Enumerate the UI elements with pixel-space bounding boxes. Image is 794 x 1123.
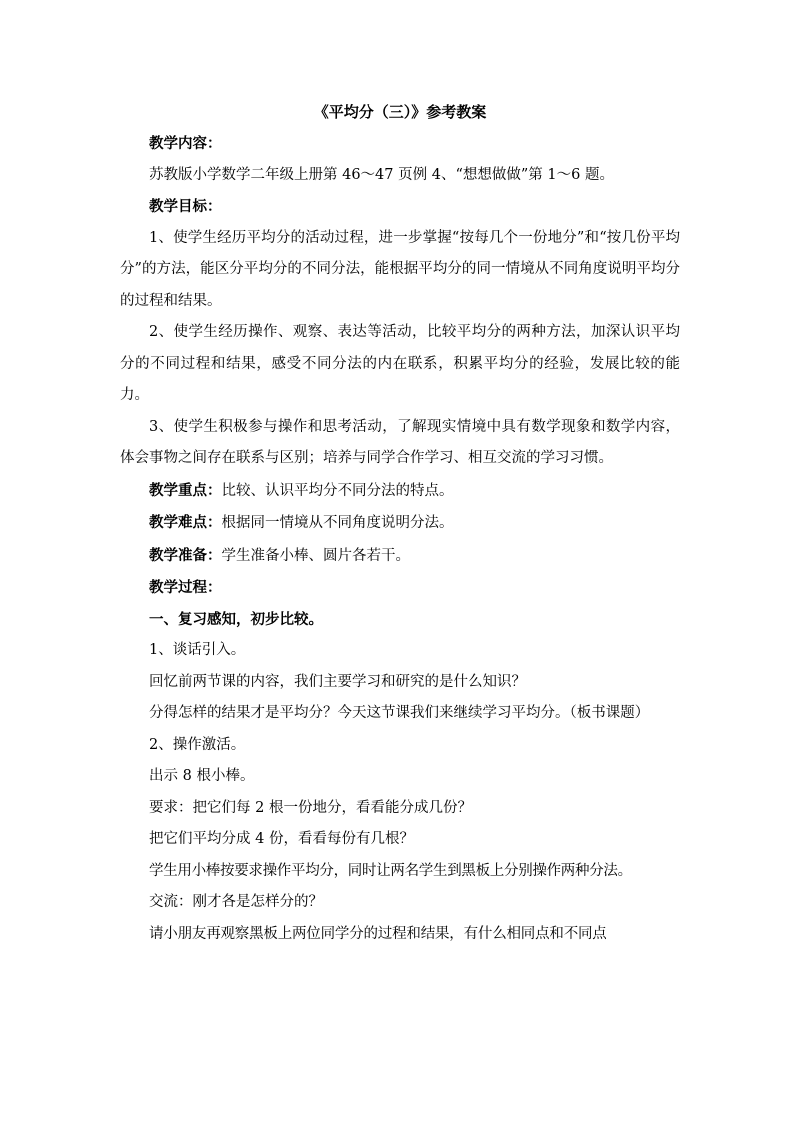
difficulty-label: 教学难点： xyxy=(149,514,222,531)
preparation-text: 学生准备小棒、圆片各若干。 xyxy=(221,547,410,564)
key-point-label: 教学重点： xyxy=(149,481,222,499)
content-heading: 教学内容： xyxy=(149,135,222,152)
preparation-label: 教学准备： xyxy=(149,546,222,564)
line-split-four: 把它们平均分成 4 份，看看每份有几根？ xyxy=(149,831,414,847)
line-students: 学生用小棒按要求操作平均分，同时让两名学生到黑板上分别操作两种分法。 xyxy=(149,862,632,879)
goal-2: 2、使学生经历操作、观察、表达等活动，比较平均分的两种方法，加深认识平均分的不同过程和结果，感受不同分法的内在联系，积累平均分的经验，发展比较的能力。 xyxy=(120,324,680,403)
section-1-heading: 一、复习感知，初步比较。 xyxy=(149,610,323,628)
line-recall: 回忆前两节课的内容，我们主要学习和研究的是什么知识？ xyxy=(149,673,526,690)
line-result: 分得怎样的结果才是平均分？今天这节课我们来继续学习平均分。（板书课题） xyxy=(149,705,650,721)
step-2: 2、操作激活。 xyxy=(149,736,246,753)
document-title: 《平均分（三）》参考教案 xyxy=(313,103,487,121)
step-1: 1、谈话引入。 xyxy=(149,642,246,658)
difficulty-point xyxy=(120,507,680,540)
key-point-text: 比较、认识平均分不同分法的特点。 xyxy=(221,482,454,499)
goals-heading: 教学目标： xyxy=(149,198,222,215)
line-requirement: 要求：把它们每 2 根一份地分，看看能分成几份？ xyxy=(149,799,472,816)
preparation xyxy=(120,540,680,573)
content-text: 苏教版小学数学二年级上册第 46～47 页例 4、“想想做做”第 1～6 题。 xyxy=(149,166,614,183)
key-point xyxy=(120,475,680,508)
goal-1: 1、使学生经历平均分的活动过程，进一步掌握“按每几个一份地分”和“按几份平均分”的方法，能区分平均分的不同分法，能根据平均分的同一情境从不同角度说明平均分的过程和结果。 xyxy=(120,229,680,309)
line-show: 出示 8 根小棒。 xyxy=(149,768,255,784)
document-page xyxy=(120,96,680,950)
line-exchange: 交流：刚才各是怎样分的？ xyxy=(149,894,323,910)
goal-3: 3、使学生积极参与操作和思考活动，了解现实情境中具有数学现象和数学内容，体会事物之间存在联系与区别；培养与同学合作学习、相互交流的学习习惯。 xyxy=(120,418,680,466)
difficulty-text: 根据同一情境从不同角度说明分法。 xyxy=(221,515,454,531)
line-observe: 请小朋友再观察黑板上两位同学分的过程和结果，有什么相同点和不同点 xyxy=(149,925,607,942)
process-heading: 教学过程： xyxy=(149,579,222,596)
